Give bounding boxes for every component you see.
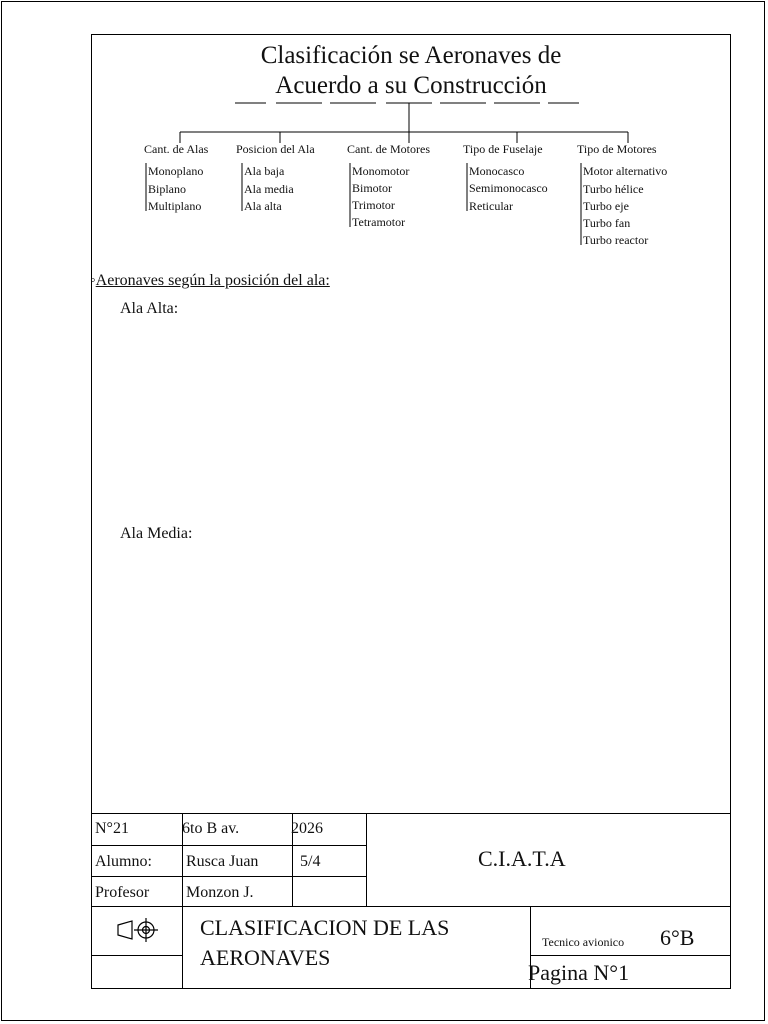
list-item: Turbo eje xyxy=(583,199,629,213)
list-item: Biplano xyxy=(148,182,186,196)
specialty: Tecnico avionico xyxy=(542,935,625,949)
bullet-icon: ◦ xyxy=(90,272,96,289)
list-item: Tetramotor xyxy=(352,215,406,229)
document-title-line1: CLASIFICACION DE LAS xyxy=(200,915,450,940)
drawing-frame xyxy=(91,34,731,989)
teacher-name: Monzon J. xyxy=(186,884,254,901)
list-item: Monoplano xyxy=(148,164,204,178)
page-number: Pagina N°1 xyxy=(528,960,630,985)
titleblock-row-line xyxy=(92,906,730,907)
titleblock-row-line xyxy=(92,955,182,956)
ala-alta-label: Ala Alta: xyxy=(120,300,179,317)
projection-symbol-icon xyxy=(116,917,160,945)
category-tipo-motores: Tipo de Motores xyxy=(577,142,657,156)
list-item: Bimotor xyxy=(352,181,393,195)
sheet-number: N°21 xyxy=(95,820,129,837)
titleblock-row-line xyxy=(92,845,366,846)
titleblock-col-line xyxy=(182,813,183,988)
date: 5/4 xyxy=(300,853,321,870)
section-heading-text: Aeronaves según la posición del ala: xyxy=(95,272,330,289)
division: 6°B xyxy=(660,925,695,950)
list-item: Semimonocasco xyxy=(469,181,548,195)
list-item: Ala baja xyxy=(244,164,285,178)
list-item: Turbo fan xyxy=(583,216,631,230)
list-item: Monocasco xyxy=(469,164,525,178)
category-cant-motores: Cant. de Motores xyxy=(347,142,430,156)
titleblock-col-line xyxy=(366,813,367,906)
ala-media-label: Ala Media: xyxy=(120,525,193,542)
titleblock-row-line xyxy=(530,955,730,956)
student-label: Alumno: xyxy=(95,853,152,870)
list-item: Multiplano xyxy=(148,199,202,213)
list-item: Turbo hélice xyxy=(583,182,644,196)
student-name: Rusca Juan xyxy=(186,853,259,870)
list-item: Monomotor xyxy=(352,164,410,178)
institution-name: C.I.A.T.A xyxy=(478,846,566,871)
titleblock-row-line xyxy=(92,876,366,877)
list-item: Reticular xyxy=(469,199,513,213)
page-title-line1: Clasificación se Aeronaves de xyxy=(260,42,562,69)
list-item: Ala media xyxy=(244,182,294,196)
section-heading xyxy=(90,272,330,290)
year: 2026 xyxy=(291,820,323,837)
teacher-label: Profesor xyxy=(95,884,150,901)
list-item: Ala alta xyxy=(244,199,282,213)
page-title-line2: Acuerdo a su Construcción xyxy=(275,72,547,99)
document-title-line2: AERONAVES xyxy=(200,945,331,970)
list-item: Motor alternativo xyxy=(583,164,668,178)
titleblock-top-border xyxy=(92,813,730,814)
category-posicion-ala: Posicion del Ala xyxy=(236,142,315,156)
list-item: Turbo reactor xyxy=(583,233,649,247)
category-tipo-fuselaje: Tipo de Fuselaje xyxy=(463,142,543,156)
category-cant-alas: Cant. de Alas xyxy=(144,142,209,156)
list-item: Trimotor xyxy=(352,198,395,212)
course: 6to B av. xyxy=(182,820,240,837)
